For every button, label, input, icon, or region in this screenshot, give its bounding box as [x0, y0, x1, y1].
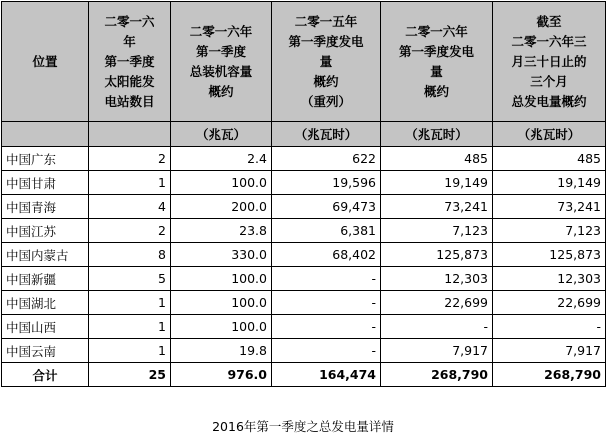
total-gen-2015: 164,474 [272, 363, 381, 387]
cell-capacity: 19.8 [171, 339, 272, 363]
cell-station-count: 2 [89, 147, 171, 171]
cell-gen-2015: 6,381 [272, 219, 381, 243]
total-gen-2016: 268,790 [381, 363, 493, 387]
header-line: （重列） [300, 93, 351, 109]
cell-location: 中国山西 [2, 315, 89, 339]
cell-capacity: 100.0 [171, 291, 272, 315]
header-line: 二零一六年 [405, 23, 468, 39]
cell-gen-2015: 19,596 [272, 171, 381, 195]
header-line: 截至 [536, 13, 562, 29]
header-line: 二零一五年 [294, 13, 358, 29]
cell-station-count: 8 [89, 243, 171, 267]
unit-capacity: （兆瓦） [171, 122, 272, 147]
total-row [2, 363, 606, 387]
cell-gen-total: 73,241 [493, 195, 606, 219]
cell-gen-total: 7,123 [493, 219, 606, 243]
cell-gen-2015: 622 [272, 147, 381, 171]
table-caption: 2016年第一季度之总发电量详情 [212, 419, 394, 434]
cell-gen-2015: - [272, 339, 381, 363]
cell-gen-2015: - [272, 267, 381, 291]
cell-location: 中国甘肃 [2, 171, 89, 195]
header-gen-total [493, 2, 606, 122]
cell-location: 中国青海 [2, 195, 89, 219]
header-row [2, 2, 606, 122]
cell-gen-total: 22,699 [493, 291, 606, 315]
table-row [2, 171, 606, 195]
header-line: 电站数目 [104, 93, 155, 109]
cell-capacity: 100.0 [171, 315, 272, 339]
cell-capacity: 100.0 [171, 171, 272, 195]
cell-gen-total: 19,149 [493, 171, 606, 195]
table-row [2, 267, 606, 291]
units-row [2, 122, 606, 147]
header-line: 量 [430, 63, 443, 79]
table-row [2, 147, 606, 171]
table-row [2, 243, 606, 267]
header-location [2, 2, 89, 122]
cell-gen-2016: - [381, 315, 493, 339]
cell-station-count: 1 [89, 315, 171, 339]
cell-gen-2016: 19,149 [381, 171, 493, 195]
unit-gen-2016: （兆瓦时） [381, 122, 493, 147]
header-gen-2016 [381, 2, 493, 122]
header-capacity [171, 2, 272, 122]
header-line: 年 [123, 33, 136, 49]
unit-location [2, 122, 89, 147]
header-line: 第一季度发电 [288, 33, 364, 49]
header-line: 二零一六年三 [511, 33, 587, 49]
cell-capacity: 100.0 [171, 267, 272, 291]
header-line: 二零一六年 [189, 23, 253, 39]
cell-location: 中国云南 [2, 339, 89, 363]
total-location: 合计 [2, 363, 89, 387]
cell-gen-2016: 22,699 [381, 291, 493, 315]
cell-gen-2015: - [272, 315, 381, 339]
cell-gen-2016: 73,241 [381, 195, 493, 219]
header-line: 第一季度发电 [398, 43, 474, 59]
cell-capacity: 200.0 [171, 195, 272, 219]
header-line: 量 [319, 53, 333, 69]
header-line: 总发电量概约 [511, 93, 587, 109]
table-row [2, 219, 606, 243]
cell-capacity: 2.4 [171, 147, 272, 171]
cell-location: 中国新疆 [2, 267, 89, 291]
unit-gen-total: （兆瓦时） [493, 122, 606, 147]
cell-gen-total: - [493, 315, 606, 339]
cell-gen-2016: 12,303 [381, 267, 493, 291]
total-station-count: 25 [89, 363, 171, 387]
header-station-count [89, 2, 171, 122]
header-line: 概约 [208, 83, 234, 99]
table-row [2, 339, 606, 363]
header-line: 概约 [313, 73, 339, 89]
cell-capacity: 23.8 [171, 219, 272, 243]
cell-location: 中国广东 [2, 147, 89, 171]
power-generation-table [1, 1, 606, 387]
total-gen-total: 268,790 [493, 363, 606, 387]
table-row [2, 315, 606, 339]
cell-gen-2015: 68,402 [272, 243, 381, 267]
header-line: 第一季度 [195, 43, 246, 59]
cell-location: 中国湖北 [2, 291, 89, 315]
cell-station-count: 4 [89, 195, 171, 219]
cell-gen-total: 12,303 [493, 267, 606, 291]
cell-gen-total: 125,873 [493, 243, 606, 267]
cell-gen-2016: 7,917 [381, 339, 493, 363]
header-line: 位置 [32, 53, 58, 69]
cell-station-count: 1 [89, 339, 171, 363]
cell-station-count: 1 [89, 291, 171, 315]
cell-gen-2016: 485 [381, 147, 493, 171]
table-row [2, 195, 606, 219]
cell-gen-total: 485 [493, 147, 606, 171]
table-row [2, 291, 606, 315]
header-line: 二零一六 [104, 13, 155, 29]
header-line: 第一季度 [104, 53, 155, 69]
cell-station-count: 5 [89, 267, 171, 291]
cell-gen-2016: 125,873 [381, 243, 493, 267]
header-gen-2015 [272, 2, 381, 122]
cell-station-count: 1 [89, 171, 171, 195]
header-line: 月三十日止的 [511, 53, 587, 69]
cell-gen-2015: - [272, 291, 381, 315]
cell-location: 中国内蒙古 [2, 243, 89, 267]
header-line: 概约 [423, 83, 449, 99]
header-line: 三个月 [530, 73, 568, 89]
cell-gen-2015: 69,473 [272, 195, 381, 219]
cell-gen-2016: 7,123 [381, 219, 493, 243]
cell-gen-total: 7,917 [493, 339, 606, 363]
cell-station-count: 2 [89, 219, 171, 243]
total-capacity: 976.0 [171, 363, 272, 387]
cell-capacity: 330.0 [171, 243, 272, 267]
unit-gen-2015: （兆瓦时） [272, 122, 381, 147]
header-line: 太阳能发 [104, 73, 155, 89]
cell-location: 中国江苏 [2, 219, 89, 243]
unit-station-count [89, 122, 171, 147]
header-line: 总装机容量 [189, 63, 253, 79]
